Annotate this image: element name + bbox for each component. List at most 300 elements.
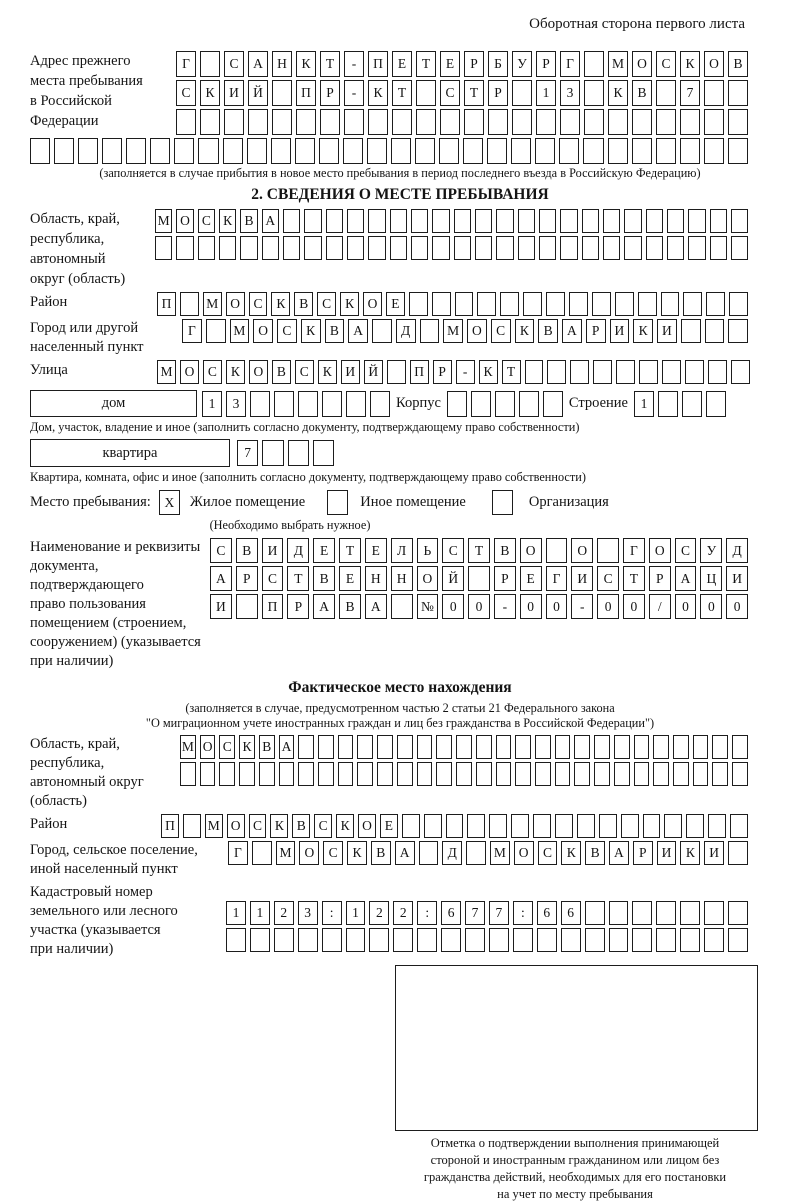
grid-cell: М (608, 51, 628, 77)
grid-cell (250, 391, 270, 417)
grid-cell (200, 762, 216, 786)
grid-cell (525, 360, 544, 384)
grid-cell: Р (649, 566, 671, 591)
cadastre-row (30, 883, 770, 959)
grid-cell (731, 360, 750, 384)
grid-cell (343, 138, 363, 164)
grid-cell (643, 814, 661, 838)
grid-cell: Й (442, 566, 464, 591)
grid-cell (555, 814, 573, 838)
grid-cell (319, 138, 339, 164)
grid-cell: 1 (226, 901, 246, 925)
grid-cell (424, 814, 442, 838)
grid-cell: Е (313, 538, 335, 563)
grid-cell (632, 901, 652, 925)
city-cells (182, 319, 748, 343)
residential-label: Жилое помещение (189, 494, 306, 510)
other-premises-checkbox (327, 490, 348, 515)
grid-cell: : (322, 901, 342, 925)
grid-cell: 2 (393, 901, 413, 925)
grid-cell (198, 236, 215, 260)
grid-cell: С (675, 538, 697, 563)
grid-cell: А (609, 841, 629, 865)
grid-cell (704, 109, 724, 135)
grid-cell: В (632, 80, 652, 106)
grid-cell: Т (502, 360, 521, 384)
grid-cell (708, 360, 727, 384)
region-row-2 (155, 236, 748, 260)
stay-option-residential (159, 490, 305, 515)
text-line: право пользования (30, 596, 146, 612)
grid-cell (298, 391, 318, 417)
grid-cell: В (292, 814, 310, 838)
organization-checkbox (492, 490, 513, 515)
house-line (30, 390, 770, 417)
grid-cell: Т (468, 538, 490, 563)
text-line: при наличии) (30, 941, 114, 957)
grid-cell (489, 814, 507, 838)
grid-cell (456, 762, 472, 786)
stay-type-row (30, 490, 770, 515)
grid-cell (239, 762, 255, 786)
grid-cell (594, 762, 610, 786)
grid-cell (515, 735, 531, 759)
grid-cell: Р (236, 566, 258, 591)
text-line: места пребывания (30, 73, 143, 89)
grid-cell (560, 209, 577, 233)
grid-cell: Й (248, 80, 268, 106)
house-note: Дом, участок, владение и иное (заполнить согласно документу, подтверждающему право собственности) (30, 420, 580, 434)
grid-cell: К (680, 841, 700, 865)
grid-cell (547, 360, 566, 384)
grid-cell (680, 109, 700, 135)
grid-cell (710, 209, 727, 233)
grid-cell (326, 236, 343, 260)
grid-cell: Г (546, 566, 568, 591)
grid-cell (533, 814, 551, 838)
grid-cell (511, 138, 531, 164)
text-line: "О миграционном учете иностранных граждан и лиц без гражданства в Российской Федерации") (145, 716, 655, 730)
grid-cell (536, 109, 556, 135)
grid-cell: В (325, 319, 345, 343)
grid-cell (546, 292, 565, 316)
grid-cell: К (347, 841, 367, 865)
grid-cell: К (239, 735, 255, 759)
grid-cell (603, 236, 620, 260)
text-line: (заполняется в случае, предусмотренном частью 2 статьи 21 Федерального закона (185, 701, 615, 715)
grid-cell (226, 928, 246, 952)
grid-cell: В (339, 594, 361, 619)
cadastre-row-2 (226, 928, 748, 952)
grid-cell (338, 735, 354, 759)
grid-cell (475, 209, 492, 233)
grid-cell (411, 236, 428, 260)
grid-cell (559, 138, 579, 164)
grid-cell: Е (386, 292, 405, 316)
grid-cell: С (203, 360, 222, 384)
grid-cell (272, 80, 292, 106)
grid-cell (710, 236, 727, 260)
grid-cell (447, 391, 467, 417)
prev-address-row-2 (176, 80, 748, 106)
grid-cell (682, 391, 702, 417)
grid-cell (592, 292, 611, 316)
grid-cell: Г (228, 841, 248, 865)
text-line: республика, (30, 755, 105, 771)
grid-cell (688, 236, 705, 260)
grid-cell (200, 109, 220, 135)
organization-label: Организация (528, 494, 609, 510)
grid-cell (391, 138, 411, 164)
grid-cell (387, 360, 406, 384)
grid-cell (704, 80, 724, 106)
actual-region-row-1 (180, 735, 748, 759)
grid-cell (252, 841, 272, 865)
grid-cell (344, 109, 364, 135)
grid-cell (632, 109, 652, 135)
grid-cell (680, 901, 700, 925)
grid-cell: М (155, 209, 172, 233)
grid-cell: А (248, 51, 268, 77)
grid-cell (465, 928, 485, 952)
grid-cell: - (344, 51, 364, 77)
grid-cell (390, 236, 407, 260)
grid-cell: И (657, 319, 677, 343)
grid-cell (224, 109, 244, 135)
grid-cell (318, 735, 334, 759)
residential-checkbox: X (159, 490, 180, 515)
grid-cell: Т (339, 538, 361, 563)
grid-cell (535, 138, 555, 164)
grid-cell (639, 360, 658, 384)
grid-cell: А (365, 594, 387, 619)
grid-cell (582, 236, 599, 260)
grid-cell (667, 236, 684, 260)
grid-cell: В (494, 538, 516, 563)
grid-cell: С (249, 292, 268, 316)
grid-cell: Т (287, 566, 309, 591)
grid-cell: А (562, 319, 582, 343)
grid-cell (466, 841, 486, 865)
grid-cell (616, 360, 635, 384)
grid-cell (512, 109, 532, 135)
grid-cell (496, 236, 513, 260)
grid-cell (298, 762, 314, 786)
text-line: автономный округ (30, 774, 144, 790)
grid-cell: А (395, 841, 415, 865)
apartment-line (30, 439, 770, 467)
grid-cell: К (219, 209, 236, 233)
grid-cell: В (585, 841, 605, 865)
grid-cell (402, 814, 420, 838)
grid-cell: 1 (202, 391, 222, 417)
grid-cell (180, 762, 196, 786)
text-line: Адрес прежнего (30, 53, 131, 69)
grid-cell (477, 292, 496, 316)
grid-cell: К (340, 292, 359, 316)
grid-cell (467, 814, 485, 838)
grid-cell (377, 762, 393, 786)
grid-cell (515, 762, 531, 786)
grid-cell (417, 735, 433, 759)
grid-cell: О (226, 292, 245, 316)
grid-cell (440, 109, 460, 135)
stay-note: (Необходимо выбрать нужное) (209, 518, 371, 532)
grid-cell: О (176, 209, 193, 233)
text-line: на учет по месту пребывания (497, 1187, 653, 1201)
grid-cell (673, 762, 689, 786)
grid-cell (454, 236, 471, 260)
grid-cell: 2 (274, 901, 294, 925)
grid-cell (236, 594, 258, 619)
grid-cell: О (571, 538, 593, 563)
grid-cell: 1 (250, 901, 270, 925)
grid-cell (608, 138, 628, 164)
grid-cell (728, 901, 748, 925)
actual-district-label: Район (30, 816, 68, 832)
prev-address-section (30, 51, 770, 135)
grid-cell (347, 209, 364, 233)
grid-cell: : (513, 901, 533, 925)
grid-cell: Р (433, 360, 452, 384)
grid-cell (632, 928, 652, 952)
grid-cell (728, 319, 748, 343)
grid-cell: Е (440, 51, 460, 77)
grid-cell: М (490, 841, 510, 865)
grid-cell: Р (464, 51, 484, 77)
grid-cell: К (680, 51, 700, 77)
grid-cell (456, 735, 472, 759)
prev-address-row-1 (176, 51, 748, 77)
grid-cell: У (512, 51, 532, 77)
grid-cell (537, 928, 557, 952)
grid-cell: 6 (561, 901, 581, 925)
grid-cell: Р (287, 594, 309, 619)
grid-cell (585, 901, 605, 925)
grid-cell: И (210, 594, 232, 619)
grid-cell (417, 928, 437, 952)
grid-cell: К (200, 80, 220, 106)
grid-cell: М (157, 360, 176, 384)
grid-cell: 7 (680, 80, 700, 106)
grid-cell (609, 901, 629, 925)
apartment-note: Квартира, комната, офис и иное (заполнить согласно документу, подтверждающему право собственности) (30, 470, 586, 484)
prev-address-overflow-row (30, 138, 748, 164)
grid-cell: 1 (346, 901, 366, 925)
grid-cell (259, 762, 275, 786)
grid-cell (271, 138, 291, 164)
city-label (30, 319, 182, 357)
district-row (30, 292, 770, 316)
grid-cell (653, 762, 669, 786)
grid-cell (54, 138, 74, 164)
grid-cell (240, 236, 257, 260)
grid-cell: П (161, 814, 179, 838)
document-cells (210, 538, 748, 619)
grid-cell (535, 735, 551, 759)
grid-cell: Е (339, 566, 361, 591)
grid-cell (468, 566, 490, 591)
grid-cell (446, 814, 464, 838)
grid-cell: К (301, 319, 321, 343)
grid-cell: О (704, 51, 724, 77)
grid-cell (543, 391, 563, 417)
grid-cell: Е (380, 814, 398, 838)
grid-cell: - (494, 594, 516, 619)
grid-cell (392, 109, 412, 135)
grid-cell (390, 209, 407, 233)
grid-cell: М (443, 319, 463, 343)
grid-cell: 0 (597, 594, 619, 619)
grid-cell (680, 138, 700, 164)
grid-cell (250, 928, 270, 952)
grid-cell (419, 841, 439, 865)
grid-cell (574, 735, 590, 759)
text-line: земельного или лесного (30, 903, 178, 919)
grid-cell (155, 236, 172, 260)
actual-district-cells (161, 814, 748, 838)
grid-cell (176, 109, 196, 135)
grid-cell: М (180, 735, 196, 759)
grid-cell: В (371, 841, 391, 865)
grid-cell: К (368, 80, 388, 106)
grid-cell: С (210, 538, 232, 563)
grid-cell: 3 (298, 901, 318, 925)
document-row-2 (210, 566, 748, 591)
region-cells (155, 209, 748, 260)
grid-cell (78, 138, 98, 164)
grid-cell: А (313, 594, 335, 619)
grid-cell (496, 762, 512, 786)
grid-cell (304, 236, 321, 260)
grid-cell (704, 928, 724, 952)
apartment-box: квартира (30, 439, 230, 467)
grid-cell (662, 360, 681, 384)
grid-cell: К (226, 360, 245, 384)
text-line: округ (область) (30, 271, 126, 287)
grid-cell (561, 928, 581, 952)
stamp-box (395, 965, 758, 1131)
grid-cell: О (467, 319, 487, 343)
grid-cell (322, 928, 342, 952)
grid-cell (455, 292, 474, 316)
grid-cell (584, 51, 604, 77)
grid-cell: 6 (441, 901, 461, 925)
grid-cell: И (704, 841, 724, 865)
grid-cell: С (597, 566, 619, 591)
grid-cell: 0 (623, 594, 645, 619)
grid-cell (608, 109, 628, 135)
grid-cell: С (442, 538, 464, 563)
grid-cell (638, 292, 657, 316)
actual-district-row (30, 814, 770, 838)
grid-cell: 0 (468, 594, 490, 619)
grid-cell: П (410, 360, 429, 384)
grid-cell (523, 292, 542, 316)
grid-cell (728, 109, 748, 135)
text-line: помещением (строением, (30, 615, 187, 631)
grid-cell: О (299, 841, 319, 865)
stroenie-cells (634, 391, 726, 417)
grid-cell: С (538, 841, 558, 865)
grid-cell: Н (391, 566, 413, 591)
grid-cell (614, 735, 630, 759)
grid-cell: М (230, 319, 250, 343)
grid-cell: П (368, 51, 388, 77)
grid-cell: Д (726, 538, 748, 563)
grid-cell (272, 109, 292, 135)
grid-cell (681, 319, 701, 343)
grid-cell (295, 138, 315, 164)
grid-cell: 7 (489, 901, 509, 925)
grid-cell: И (262, 538, 284, 563)
region-label (30, 209, 155, 289)
grid-cell: Й (364, 360, 383, 384)
stroenie-label: Строение (568, 395, 628, 411)
grid-cell (706, 391, 726, 417)
grid-cell: К (515, 319, 535, 343)
grid-cell (441, 928, 461, 952)
cadastre-row-1 (226, 901, 748, 925)
grid-cell (603, 209, 620, 233)
grid-cell (283, 236, 300, 260)
grid-cell: Д (442, 841, 462, 865)
grid-cell: К (608, 80, 628, 106)
grid-cell (555, 735, 571, 759)
grid-cell (174, 138, 194, 164)
grid-cell (685, 360, 704, 384)
grid-cell (615, 292, 634, 316)
grid-cell: И (726, 566, 748, 591)
grid-cell (653, 735, 669, 759)
text-line: республика, (30, 231, 105, 247)
grid-cell (585, 928, 605, 952)
grid-cell (656, 80, 676, 106)
grid-cell: В (728, 51, 748, 77)
grid-cell (673, 735, 689, 759)
text-line: Город, сельское поселение, (30, 842, 198, 858)
grid-cell: О (253, 319, 273, 343)
grid-cell: Г (623, 538, 645, 563)
grid-cell (570, 360, 589, 384)
grid-cell: Г (182, 319, 202, 343)
grid-cell (372, 319, 392, 343)
grid-cell (569, 292, 588, 316)
grid-cell (471, 391, 491, 417)
grid-cell (594, 735, 610, 759)
other-premises-label: Иное помещение (360, 494, 466, 510)
grid-cell: Л (391, 538, 413, 563)
grid-cell (539, 209, 556, 233)
grid-cell (518, 209, 535, 233)
stamp-caption (355, 1135, 795, 1203)
grid-cell (712, 762, 728, 786)
grid-cell: К (270, 814, 288, 838)
grid-cell (288, 440, 309, 466)
grid-cell (656, 138, 676, 164)
grid-cell: 2 (369, 901, 389, 925)
grid-cell (304, 209, 321, 233)
text-line: участка (указывается (30, 922, 161, 938)
grid-cell (150, 138, 170, 164)
grid-cell (704, 138, 724, 164)
grid-cell (706, 292, 725, 316)
grid-cell (247, 138, 267, 164)
grid-cell (420, 319, 440, 343)
actual-region-label (30, 735, 180, 811)
grid-cell: Е (365, 538, 387, 563)
grid-cell (346, 928, 366, 952)
